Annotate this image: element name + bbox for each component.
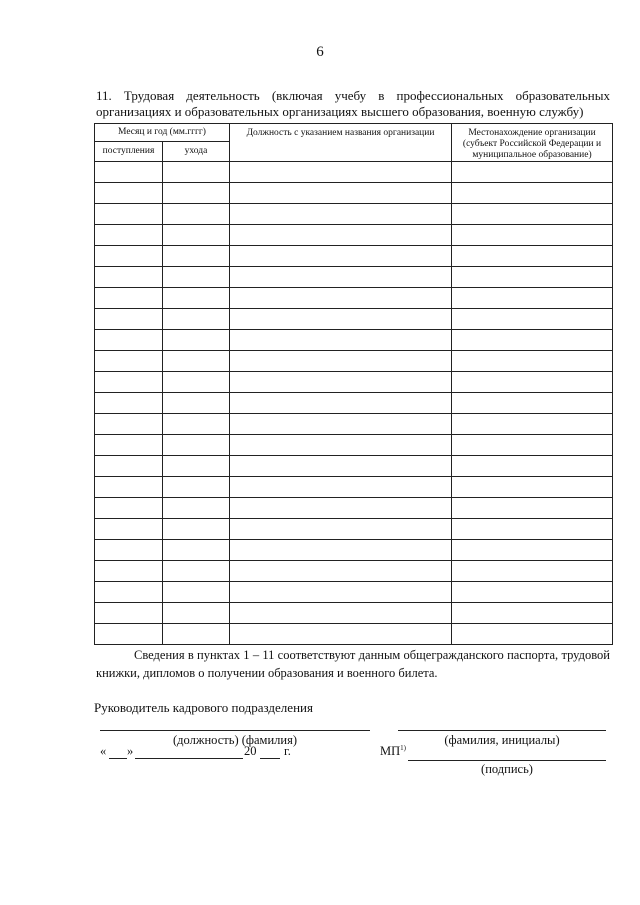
- location-cell[interactable]: [452, 372, 613, 393]
- location-cell[interactable]: [452, 162, 613, 183]
- location-cell[interactable]: [452, 204, 613, 225]
- location-cell[interactable]: [452, 267, 613, 288]
- position-cell[interactable]: [230, 162, 452, 183]
- end-date-cell[interactable]: [163, 624, 230, 645]
- work-history-table: [94, 123, 613, 645]
- end-date-cell[interactable]: [163, 414, 230, 435]
- date-year-suffix: г.: [284, 744, 291, 758]
- end-date-cell[interactable]: [163, 309, 230, 330]
- location-cell[interactable]: [452, 330, 613, 351]
- table-row: [95, 288, 613, 309]
- start-date-cell[interactable]: [95, 267, 163, 288]
- position-cell[interactable]: [230, 267, 452, 288]
- table-row: [95, 372, 613, 393]
- end-date-cell[interactable]: [163, 540, 230, 561]
- end-date-cell[interactable]: [163, 183, 230, 204]
- location-cell[interactable]: [452, 414, 613, 435]
- position-cell[interactable]: [230, 498, 452, 519]
- position-header: Должность с указанием названия организации: [230, 124, 452, 162]
- end-date-cell[interactable]: [163, 498, 230, 519]
- position-surname-line[interactable]: [100, 730, 370, 731]
- end-date-cell[interactable]: [163, 204, 230, 225]
- table-row: [95, 519, 613, 540]
- location-cell[interactable]: [452, 288, 613, 309]
- table-row: [95, 498, 613, 519]
- start-date-cell[interactable]: [95, 393, 163, 414]
- position-cell[interactable]: [230, 540, 452, 561]
- date-year-prefix: 20: [244, 744, 257, 758]
- section-title: [96, 88, 610, 120]
- location-cell[interactable]: [452, 477, 613, 498]
- table-row: [95, 456, 613, 477]
- end-date-cell[interactable]: [163, 603, 230, 624]
- end-date-cell[interactable]: [163, 246, 230, 267]
- stamp-footnote: 1): [400, 744, 406, 752]
- location-cell[interactable]: [452, 561, 613, 582]
- location-cell[interactable]: [452, 624, 613, 645]
- date-close-quote: »: [127, 744, 134, 758]
- stamp-label: [380, 744, 406, 759]
- location-cell[interactable]: [452, 519, 613, 540]
- table-row: [95, 351, 613, 372]
- table-row: [95, 267, 613, 288]
- name-initials-line[interactable]: [398, 730, 606, 731]
- location-cell[interactable]: [452, 540, 613, 561]
- end-date-cell[interactable]: [163, 267, 230, 288]
- position-surname-caption: (должность) (фамилия): [173, 733, 297, 747]
- start-date-cell[interactable]: [95, 330, 163, 351]
- position-cell[interactable]: [230, 603, 452, 624]
- confirmation-note: Сведения в пунктах 1 – 11 соответствуют данным общегражданского паспорта, трудовой книжки, дипломов о получении образования и военного билета.: [96, 648, 610, 680]
- end-date-cell[interactable]: [163, 477, 230, 498]
- location-cell[interactable]: [452, 351, 613, 372]
- table-row: [95, 330, 613, 351]
- end-date-cell[interactable]: [163, 435, 230, 456]
- position-cell[interactable]: [230, 582, 452, 603]
- location-cell[interactable]: [452, 246, 613, 267]
- position-cell[interactable]: [230, 351, 452, 372]
- location-cell[interactable]: [452, 393, 613, 414]
- end-date-cell[interactable]: [163, 393, 230, 414]
- start-date-cell[interactable]: [95, 414, 163, 435]
- location-header: Местонахождение организации (субъект Российской Федерации и муниципальное образование): [452, 124, 613, 162]
- table-row: [95, 582, 613, 603]
- end-date-cell[interactable]: [163, 225, 230, 246]
- position-cell[interactable]: [230, 330, 452, 351]
- end-date-header: ухода: [163, 142, 230, 162]
- position-cell[interactable]: [230, 435, 452, 456]
- start-date-cell[interactable]: [95, 162, 163, 183]
- position-cell[interactable]: [230, 456, 452, 477]
- location-cell[interactable]: [452, 309, 613, 330]
- position-cell[interactable]: [230, 309, 452, 330]
- position-cell[interactable]: [230, 519, 452, 540]
- table-row: [95, 225, 613, 246]
- start-date-cell[interactable]: [95, 519, 163, 540]
- end-date-cell[interactable]: [163, 582, 230, 603]
- month-year-header: Месяц и год (мм.гггг): [95, 124, 230, 142]
- stamp-text: МП: [380, 744, 401, 759]
- start-date-cell[interactable]: [95, 603, 163, 624]
- start-date-cell[interactable]: [95, 540, 163, 561]
- location-cell[interactable]: [452, 456, 613, 477]
- end-date-cell[interactable]: [163, 330, 230, 351]
- start-date-cell[interactable]: [95, 561, 163, 582]
- table-row: [95, 204, 613, 225]
- table-row: [95, 435, 613, 456]
- start-date-cell[interactable]: [95, 456, 163, 477]
- table-row: [95, 309, 613, 330]
- position-cell[interactable]: [230, 288, 452, 309]
- table-row: [95, 561, 613, 582]
- position-cell[interactable]: [230, 204, 452, 225]
- hr-head-label: Руководитель кадрового подразделения: [94, 700, 313, 715]
- location-cell[interactable]: [452, 183, 613, 204]
- position-cell[interactable]: [230, 561, 452, 582]
- start-date-cell[interactable]: [95, 288, 163, 309]
- signature-caption: (подпись): [481, 762, 533, 776]
- table-row: [95, 162, 613, 183]
- end-date-cell[interactable]: [163, 162, 230, 183]
- name-initials-caption: (фамилия, инициалы): [444, 733, 560, 747]
- location-cell[interactable]: [452, 582, 613, 603]
- date-day-line[interactable]: [109, 758, 127, 759]
- section-title-line-2: организациях и образовательных организациях высшего образования, военную службу): [96, 104, 584, 119]
- date-year-line[interactable]: [260, 758, 280, 759]
- position-cell[interactable]: [230, 183, 452, 204]
- start-date-cell[interactable]: [95, 582, 163, 603]
- table-row: [95, 393, 613, 414]
- location-cell[interactable]: [452, 498, 613, 519]
- table-row: [95, 246, 613, 267]
- start-date-cell[interactable]: [95, 225, 163, 246]
- position-cell[interactable]: [230, 225, 452, 246]
- start-date-cell[interactable]: [95, 372, 163, 393]
- position-cell[interactable]: [230, 246, 452, 267]
- end-date-cell[interactable]: [163, 456, 230, 477]
- table-row: [95, 624, 613, 645]
- start-date-cell[interactable]: [95, 183, 163, 204]
- end-date-cell[interactable]: [163, 561, 230, 582]
- end-date-cell[interactable]: [163, 372, 230, 393]
- start-date-header: поступления: [95, 142, 163, 162]
- start-date-cell[interactable]: [95, 246, 163, 267]
- position-cell[interactable]: [230, 624, 452, 645]
- start-date-cell[interactable]: [95, 498, 163, 519]
- start-date-cell[interactable]: [95, 204, 163, 225]
- table-row: [95, 477, 613, 498]
- position-cell[interactable]: [230, 414, 452, 435]
- date-month-line[interactable]: [135, 758, 243, 759]
- signature-line[interactable]: [408, 760, 606, 761]
- end-date-cell[interactable]: [163, 519, 230, 540]
- table-row: [95, 414, 613, 435]
- work-history-body: [95, 162, 613, 645]
- section-title-line-1: 11. Трудовая деятельность (включая учебу в профессиональных образовательных: [96, 88, 610, 103]
- start-date-cell[interactable]: [95, 624, 163, 645]
- table-row: [95, 603, 613, 624]
- position-cell[interactable]: [230, 372, 452, 393]
- position-cell[interactable]: [230, 393, 452, 414]
- start-date-cell[interactable]: [95, 351, 163, 372]
- start-date-cell[interactable]: [95, 477, 163, 498]
- position-cell[interactable]: [230, 477, 452, 498]
- location-cell[interactable]: [452, 603, 613, 624]
- end-date-cell[interactable]: [163, 351, 230, 372]
- location-cell[interactable]: [452, 435, 613, 456]
- table-row: [95, 540, 613, 561]
- start-date-cell[interactable]: [95, 435, 163, 456]
- date-open-quote: «: [100, 744, 107, 758]
- location-cell[interactable]: [452, 225, 613, 246]
- table-row: [95, 183, 613, 204]
- start-date-cell[interactable]: [95, 309, 163, 330]
- page-number: 6: [316, 44, 324, 60]
- end-date-cell[interactable]: [163, 288, 230, 309]
